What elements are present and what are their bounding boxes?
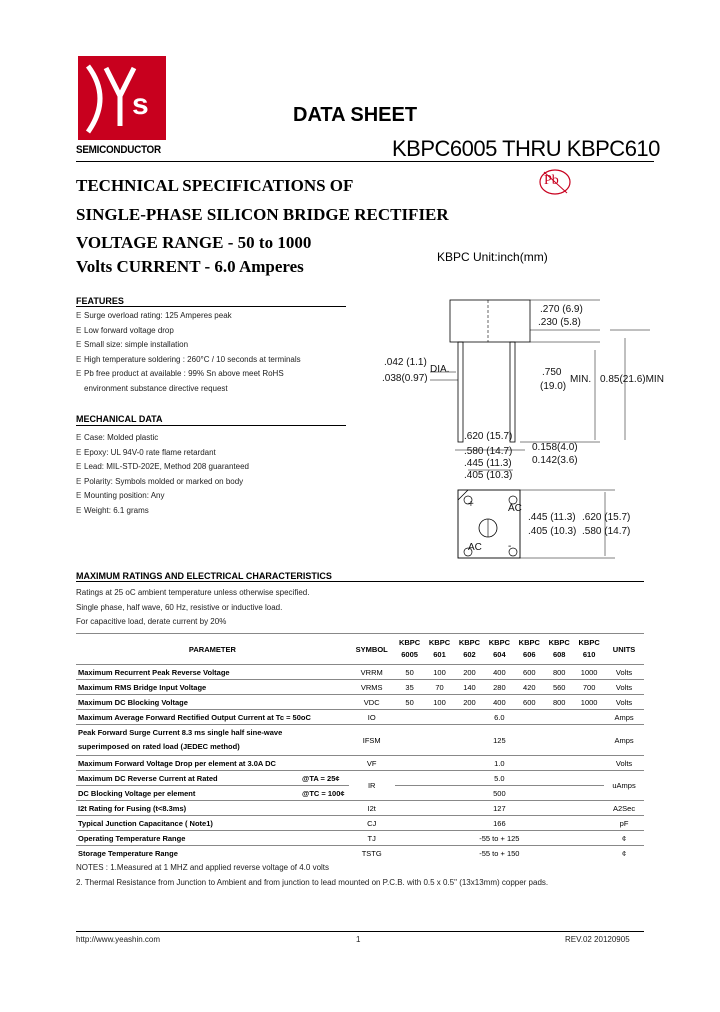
pin-plus: +	[468, 499, 474, 510]
page-number: 1	[356, 935, 361, 944]
dim-pin-span-min: .405 (10.3)	[464, 470, 513, 481]
col-model: KBPC 602	[454, 634, 484, 665]
note-2: 2. Thermal Resistance from Junction to Ambient and from junction to lead mounted on P.C.B. with 0.5 x 0.5" (13x13mm) copper pads.	[76, 878, 549, 887]
dim-height-min: .230 (5.8)	[538, 317, 581, 328]
list-item: E Pb free product at available : 99% Sn above meet RoHS	[76, 369, 284, 378]
col-model: KBPC 601	[425, 634, 455, 665]
table-header-row	[76, 634, 644, 665]
title-line-3: VOLTAGE RANGE - 50 to 1000	[76, 233, 312, 252]
company-logo	[78, 56, 166, 140]
dim-hole-min: 0.142(3.6)	[532, 455, 578, 466]
dim-width-max: .620 (15.7)	[464, 431, 513, 442]
pin-ac-1: AC	[508, 503, 522, 514]
ratings-note-1: Ratings at 25 oC ambient temperature unless otherwise specified.	[76, 588, 310, 597]
list-item: environment substance directive request	[84, 383, 228, 393]
col-model: KBPC 604	[484, 634, 514, 665]
mechanical-heading: MECHANICAL DATA	[76, 414, 163, 424]
features-list	[76, 309, 366, 396]
dim-width-min: .580 (14.7)	[464, 446, 513, 457]
part-range: KBPC6005 THRU KBPC610	[392, 136, 660, 161]
list-item: E Case: Molded plastic	[76, 433, 159, 442]
revision: REV.02 20120905	[565, 935, 630, 944]
pin-minus: -	[508, 541, 512, 552]
svg-text:s: s	[132, 88, 149, 121]
col-model: KBPC 6005	[395, 634, 425, 665]
col-units: UNITS	[604, 634, 644, 665]
table-row: Maximum DC Reverse Current at Rated @TA = 25¢ IR 5.0 uAmps	[76, 771, 644, 786]
list-item: E Low forward voltage drop	[76, 325, 174, 335]
col-symbol: SYMBOL	[349, 634, 395, 665]
ratings-rule	[76, 581, 644, 582]
dim-lead-length-mm: (19.0)	[540, 381, 567, 392]
note-1: NOTES : 1.Measured at 1 MHZ and applied reverse voltage of 4.0 volts	[76, 863, 330, 872]
dim-v-body-min: .580 (14.7)	[582, 526, 631, 537]
spec-table	[76, 633, 644, 860]
footer-rule	[76, 931, 644, 932]
table-row: Typical Junction Capacitance ( Note1) CJ 166 pF	[76, 816, 644, 831]
table-row: Storage Temperature Range TSTG -55 to + 150 ¢	[76, 846, 644, 861]
title-line-4: Volts CURRENT - 6.0 Amperes	[76, 257, 304, 276]
diagram-caption: KBPC Unit:inch(mm)	[437, 250, 548, 264]
title-line-1: TECHNICAL SPECIFICATIONS OF	[76, 176, 354, 195]
list-item: E High temperature soldering : 260°C / 10 seconds at terminals	[76, 354, 301, 364]
table-row: DC Blocking Voltage per element @TC = 100¢ 500	[76, 786, 644, 801]
table-row: Maximum DC Blocking Voltage VDC 50 100 200 400 600 800 1000 Volts	[76, 695, 644, 710]
doc-type-title: DATA SHEET	[293, 104, 418, 126]
dim-height-max: .270 (6.9)	[540, 304, 583, 315]
footer-url[interactable]: http://www.yeashin.com	[76, 935, 161, 944]
ratings-heading: MAXIMUM RATINGS AND ELECTRICAL CHARACTERISTICS	[76, 571, 332, 581]
col-model: KBPC 606	[514, 634, 544, 665]
table-row: Maximum RMS Bridge Input Voltage VRMS 35 70 140 280 420 560 700 Volts	[76, 680, 644, 695]
features-rule	[76, 306, 346, 307]
pb-free-icon	[538, 168, 572, 196]
col-model: KBPC 608	[544, 634, 574, 665]
dim-v-pin-max: .445 (11.3)	[528, 512, 576, 523]
ratings-note-2: Single phase, half wave, 60 Hz, resistive or inductive load.	[76, 603, 283, 612]
dim-total-min: 0.85(21.6)MIN	[600, 374, 664, 385]
table-row: Maximum Forward Voltage Drop per element at 3.0A DC VF 1.0 Volts	[76, 756, 644, 771]
dim-lead-dia-max: .042 (1.1)	[384, 357, 427, 368]
table-row: Peak Forward Surge Current 8.3 ms single half sine-wave superimposed on rated load (JEDEC method) IFSM 125 Amps	[76, 725, 644, 756]
list-item: E Mounting position: Any	[76, 491, 165, 500]
table-row: Operating Temperature Range TJ -55 to + 125 ¢	[76, 831, 644, 846]
title-line-2: SINGLE-PHASE SILICON BRIDGE RECTIFIER	[76, 205, 449, 224]
list-item: E Weight: 6.1 grams	[76, 505, 149, 515]
list-item: E Epoxy: UL 94V-0 rate flame retardant	[76, 447, 216, 457]
table-row: Maximum Average Forward Rectified Output Current at Tc = 50oC IO 6.0 Amps	[76, 710, 644, 725]
company-name: SEMICONDUCTOR	[76, 144, 161, 156]
list-item: E Polarity: Symbols molded or marked on body	[76, 476, 244, 486]
dim-hole-max: 0.158(4.0)	[532, 442, 578, 453]
table-row: I2t Rating for Fusing (t<8.3ms) I2t 127 A2Sec	[76, 801, 644, 816]
pb-label: Pb	[544, 173, 559, 188]
table-row: Maximum Recurrent Peak Reverse Voltage VRRM 50 100 200 400 600 800 1000 Volts	[76, 665, 644, 680]
dim-lead-length: .750	[542, 367, 562, 378]
list-item: E Surge overload rating: 125 Amperes peak	[76, 311, 232, 320]
list-item: E Lead: MIL-STD-202E, Method 208 guaranteed	[76, 462, 249, 471]
list-item: E Small size: simple installation	[76, 340, 189, 349]
mechanical-list	[76, 431, 366, 518]
dim-lead-dia-min: .038(0.97)	[382, 373, 428, 384]
mechanical-rule	[76, 425, 346, 426]
header-rule	[76, 161, 654, 162]
col-parameter: PARAMETER	[76, 634, 349, 665]
ratings-note-3: For capacitive load, derate current by 20%	[76, 617, 227, 626]
dim-dia-label: DIA.	[430, 364, 450, 375]
dim-v-pin-min: .405 (10.3)	[528, 526, 577, 537]
col-model: KBPC 610	[574, 634, 604, 665]
pin-ac-2: AC	[468, 542, 482, 553]
dim-pin-span-max: .445 (11.3)	[464, 458, 512, 469]
features-heading: FEATURES	[76, 296, 124, 306]
dim-v-body-max: .620 (15.7)	[582, 512, 631, 523]
dim-min-label: MIN.	[570, 374, 592, 385]
